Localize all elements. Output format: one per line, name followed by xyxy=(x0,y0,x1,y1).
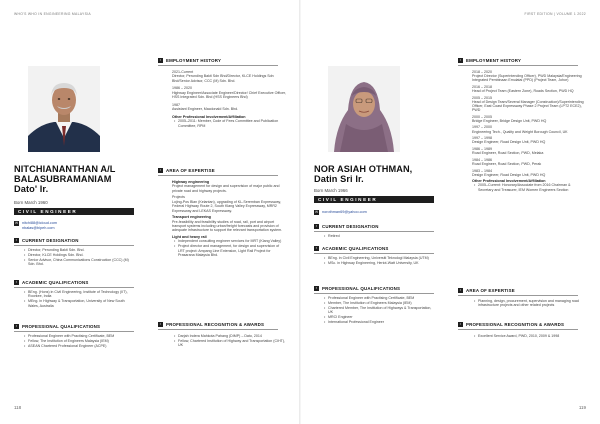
list-item: • Member, The Institution of Engineers Malaysia (IEM) xyxy=(328,301,434,305)
section-title: PROFESSIONAL QUALIFICATIONS xyxy=(22,324,101,329)
list-item: • Fellow, Chartered Institution of Highway and Transportation (CIHT), UK xyxy=(178,339,286,348)
list-item: • ASEAN Chartered Professional Engineer (ACPE) xyxy=(28,344,134,348)
period: 1986 – 1989 xyxy=(472,146,492,151)
portrait-photo-nitchi xyxy=(28,66,100,152)
certificate-icon: ▪ xyxy=(15,324,18,328)
list-item: • International Professional Engineer xyxy=(328,320,434,324)
entry-text: Project Director (Superintending Officer), PWD Malaysia/Engineering Integrated Pembinaan Emulatai (PPD) (Project Team, Johor) xyxy=(472,74,582,83)
employment-entry xyxy=(172,70,286,83)
email-icon: ✉ xyxy=(315,210,318,214)
trophy-icon: ▪ xyxy=(459,322,462,326)
area-of-expertise-section xyxy=(158,168,278,178)
current-designation-section xyxy=(314,224,434,239)
name-line-1: NOR ASIAH OTHMAN, xyxy=(314,164,413,174)
period: 2018 – 2020 xyxy=(472,70,492,74)
period: 1986 – 2020 xyxy=(172,86,192,91)
section-title: AREA OF EXPERTISE xyxy=(466,288,515,293)
period: 2005 – 2015 xyxy=(472,95,492,100)
section-title: AREA OF EXPERTISE xyxy=(166,168,215,173)
list-item: • Chartered Member, The Institution of Highways & Transportation, UK xyxy=(328,306,434,315)
entry-text: Design Engineer, Road Design Unit, PWD HQ xyxy=(472,172,546,177)
employment-entry xyxy=(472,125,586,133)
entry-text: Director, Perunding Bakti Sdn Bhd/Director, KLCE Holdings Sdn Bhd/Senior Advisor, CCC (M) Sdn. Bhd. xyxy=(172,74,274,83)
role-bar: CIVIL ENGINEER xyxy=(14,208,134,215)
name-line-1: NITCHIANANTHAN A/L xyxy=(14,164,116,174)
employment-history-section xyxy=(158,58,278,68)
recognition-awards-list xyxy=(166,334,286,348)
period: 2016 – 2018 xyxy=(472,84,492,89)
email-icon: ✉ xyxy=(15,221,18,225)
period: 1997 – 1998 xyxy=(472,136,492,141)
list-item: • 2005–2011: Member, Code of Fees Committee and Publication Committee, RPM xyxy=(178,119,286,128)
briefcase-icon: ▪ xyxy=(315,224,318,228)
entry-text: Engineering Tech., Quality and Weight Borough Council, UK xyxy=(472,129,568,134)
academic-qualifications-section xyxy=(14,280,134,309)
gear-icon: ▪ xyxy=(159,168,162,172)
employment-history-entries xyxy=(472,70,586,192)
employment-entry xyxy=(472,136,586,144)
portrait-photo-nor-asiah xyxy=(328,66,400,152)
section-title: PROFESSIONAL RECOGNITION & AWARDS xyxy=(166,322,265,327)
expertise-subtitle: Light and heavy rail xyxy=(172,235,207,240)
entry-text: Assistant Engineer, Macdonald Sdn. Bhd. xyxy=(172,107,239,112)
entry-text: Design Engineer, Road Design Unit, PWD HQ xyxy=(472,140,546,145)
list-item: • Excellent Service Award, PWD, 2010, 2009 & 1998 xyxy=(478,334,586,338)
person-name xyxy=(314,164,412,184)
period: 2021-Current xyxy=(172,70,194,74)
graduation-cap-icon: ▪ xyxy=(315,246,318,250)
entry-text: Road Engineer, Road Section, PWD, Perak xyxy=(472,161,542,166)
period: 2000 – 2005 xyxy=(472,114,492,119)
trophy-icon: ▪ xyxy=(159,322,162,326)
period: 1997 – 2000 xyxy=(472,125,492,130)
period: 1984 – 1986 xyxy=(472,157,492,162)
section-title: EMPLOYMENT HISTORY xyxy=(466,58,522,63)
role-bar: CIVIL ENGINEER xyxy=(314,196,434,203)
page-number-left: 118 xyxy=(14,405,22,410)
employment-entry xyxy=(472,70,586,82)
list-item: • MRCI Engineer xyxy=(328,315,434,319)
employment-entry xyxy=(472,169,586,177)
involvement-title: Other Professional Involvement/Affiliation xyxy=(172,114,246,119)
list-item: • Darjah Indera Mahkota Pahang (DIMP) – Dato, 2014 xyxy=(178,334,286,338)
graduation-cap-icon: ▪ xyxy=(15,280,18,284)
expertise-subtitle: Transport engineering xyxy=(172,215,211,220)
employment-entry xyxy=(172,103,286,112)
section-title: CURRENT DESIGNATION xyxy=(322,224,379,229)
list-item: • Project director and management, for design and supervision of LRT project: Ampang Line Extension, Light Rail Project for Prasarana Malaysia Bhd. xyxy=(178,244,286,257)
email-link-1[interactable]: nitchi88@icloud.com xyxy=(22,221,58,225)
recognition-awards-section xyxy=(158,322,278,332)
name-line-3: Dato' Ir. xyxy=(14,184,49,194)
right-page xyxy=(300,0,600,424)
list-item: • Planning, design, procurement, supervision and managing road infrastructure projects and other related projects xyxy=(478,299,586,308)
area-of-expertise-content xyxy=(172,180,286,258)
entry-text: Head of Design Team/Several Manager (Construction)/Superintending Officer, East Coast Expressway Phase 2 Project Team (LPT2 ECE2), PWD xyxy=(472,99,584,112)
section-title: ACADEMIC QUALIFICATIONS xyxy=(322,246,389,251)
employment-history-entries xyxy=(172,70,286,129)
gear-icon: ▪ xyxy=(459,288,462,292)
list-item: • 2005–Current: Honorary/Associate from 2016 Chairman & Secretary and Treasurer, IEM Women Engineers Section xyxy=(478,183,586,191)
employment-entry xyxy=(472,147,586,155)
birth-date: Born March 1966 xyxy=(314,188,348,193)
employment-entry xyxy=(472,85,586,93)
involvement-title: Other Professional Involvement/Affiliation xyxy=(472,179,546,184)
section-title: ACADEMIC QUALIFICATIONS xyxy=(22,280,89,285)
expertise-subtitle: Highway engineering xyxy=(172,180,210,184)
area-of-expertise-list xyxy=(466,299,586,308)
area-of-expertise-section xyxy=(458,288,578,298)
section-title: PROFESSIONAL QUALIFICATIONS xyxy=(322,286,401,291)
employment-entry xyxy=(472,96,586,112)
entry-text: Head of Project Team (Eastern Zone), Roads Section, PWD HQ xyxy=(472,88,574,93)
name-line-2: BALASUBRAMANIAM xyxy=(14,174,112,184)
period: 1983 – 1984 xyxy=(472,168,492,173)
section-title: CURRENT DESIGNATION xyxy=(22,238,79,243)
list-item: • Director, Perunding Bakti Sdn. Bhd. xyxy=(28,248,134,252)
professional-qualifications-section xyxy=(14,324,134,349)
email-link-1[interactable]: norothman69@yahoo.com xyxy=(322,210,367,214)
name-line-2: Datin Sri Ir. xyxy=(314,174,364,184)
section-title: EMPLOYMENT HISTORY xyxy=(166,58,222,63)
briefcase-icon: ▪ xyxy=(15,238,18,242)
list-item: • Independent consulting engineer services for MRT (Klang Valley) xyxy=(178,239,286,243)
list-item: • Professional Engineer with Practising Certificate, BEM xyxy=(28,334,134,338)
expertise-text: Pre-feasibility and feasibility studies of road, rail, port and airport transport systems including urban/freight forecasts and provision of adequate infrastructure to support the relevant transportation system. xyxy=(172,219,283,233)
list-item: • Professional Engineer with Practising Certificate, BEM xyxy=(328,296,434,300)
expertise-text: Project management for design and supervision of major public and private road and highway projects. xyxy=(172,184,280,193)
running-header-left: WHO'S WHO IN ENGINEERING MALAYSIA xyxy=(14,12,91,16)
list-item: • BEng. (Hons) in Civil Engineering, Institute of Technology (IIT), Roorkee, India xyxy=(28,290,134,299)
expertise-projects: Projects Lojing-Pos Blan (Kelantan), upgrading of KL-Seremban Expressway, Federal Highway Route 2, South Klang Valley Expressway, MRR2 Expressway and LEKAS Expressway. xyxy=(172,195,282,213)
list-item: • Retired xyxy=(328,234,434,238)
birth-date: Born March 1960 xyxy=(14,200,48,205)
contact-emails xyxy=(14,221,57,231)
current-designation-section xyxy=(14,238,134,267)
employment-history-section xyxy=(458,58,578,68)
entry-text: Bridge Engineer, Bridge Design Unit, PWD HQ xyxy=(472,118,547,123)
email-link-2[interactable]: nbalas@bipeh.com xyxy=(22,226,55,230)
recognition-awards-section xyxy=(458,322,578,332)
list-item: • Fellow, The Institution of Engineers Malaysia (IEM) xyxy=(28,339,134,343)
entry-text: Road Engineer, Road Section, PWD, Melaka xyxy=(472,151,544,156)
recognition-awards-list xyxy=(466,334,586,339)
employment-entry xyxy=(172,86,286,99)
list-item: • MEng. in Highway & Transportation, University of New South Wales, Australia xyxy=(28,299,134,308)
person-name xyxy=(14,164,116,194)
professional-qualifications-section xyxy=(314,286,434,325)
list-item: • Senior Advisor, China Communications Construction (CCC) (M) Sdn. Bhd. xyxy=(28,258,134,267)
certificate-icon: ▪ xyxy=(315,286,318,290)
list-item: • MSc. in Highway Engineering, Heriot-Watt University, UK xyxy=(328,261,434,265)
academic-qualifications-section xyxy=(314,246,434,266)
page-number-right: 119 xyxy=(578,405,586,410)
section-title: PROFESSIONAL RECOGNITION & AWARDS xyxy=(466,322,565,327)
contact-emails xyxy=(314,210,367,215)
running-header-right: FIRST EDITION | VOLUME 1 2022 xyxy=(524,12,586,16)
building-icon: ▪ xyxy=(459,58,462,62)
employment-entry xyxy=(472,115,586,123)
building-icon: ▪ xyxy=(159,58,162,62)
list-item: • BEng. in Civil Engineering, Universiti Teknologi Malaysia (UTM) xyxy=(328,256,434,260)
list-item: • Director, KLCE Holdings Sdn. Bhd. xyxy=(28,253,134,257)
entry-text: Highway Engineer/Associate Engineer/Director/ Chief Executive Officer, HSS Integrated Sdn. Bhd (HSS Engineers Bhd) xyxy=(172,90,286,100)
period: 1987 xyxy=(172,102,180,107)
employment-entry xyxy=(472,158,586,166)
